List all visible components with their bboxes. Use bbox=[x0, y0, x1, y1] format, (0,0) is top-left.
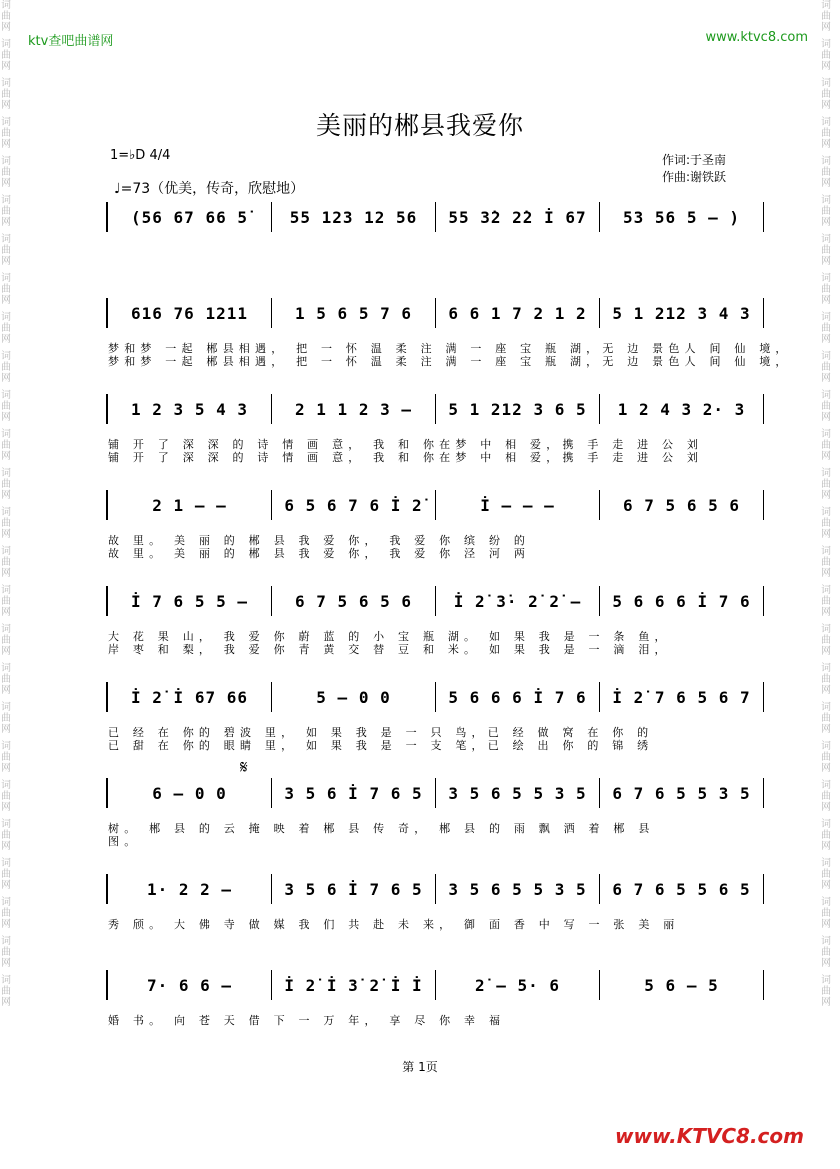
score-system bbox=[106, 394, 764, 464]
lyric-line: 岸 枣 和 梨， 我 爱 你 青 黄 交 替 豆 和 米。 如 果 我 是 一 滴 泪， bbox=[108, 643, 671, 656]
score-system bbox=[106, 970, 764, 1027]
score-system bbox=[106, 778, 764, 848]
measure: 3 5 6 İ 7 6 5 bbox=[271, 874, 435, 904]
measure: 6 6 1 7 2 1 2 bbox=[435, 298, 599, 328]
measure: 53 56 5 – ) bbox=[599, 202, 764, 232]
measure: 1 5 6 5 7 6 bbox=[271, 298, 435, 328]
measure: İ 7 6 5 5 – bbox=[106, 586, 271, 616]
measure: 6 7 6 5 5 3 5 bbox=[599, 778, 764, 808]
measure: 6 7 5 6 5 6 bbox=[271, 586, 435, 616]
score-system bbox=[106, 490, 764, 560]
score-system bbox=[106, 202, 764, 246]
measure: 1 2 4 3 2· 3 bbox=[599, 394, 764, 424]
notes-row bbox=[106, 682, 764, 712]
lyric-line: 树。 郴 县 的 云 掩 映 着 郴 县 传 奇， 郴 县 的 雨 飘 洒 着 郴 县 bbox=[108, 822, 655, 835]
site-url-right: www.ktvc8.com bbox=[705, 30, 808, 45]
measure: 1· 2 2 – bbox=[106, 874, 271, 904]
notes-row bbox=[106, 298, 764, 328]
page-number: 第 1页 bbox=[402, 1060, 438, 1074]
composer: 作曲:谢铁跃 bbox=[662, 170, 727, 184]
measure: 6 – 0 0 bbox=[106, 778, 271, 808]
site-watermark: www.KTVC8.com bbox=[615, 1124, 804, 1148]
lyric-line: 秀 颀。 大 佛 寺 做 媒 我 们 共 赴 未 来， 御 面 香 中 写 一 张 美 丽 bbox=[108, 918, 680, 931]
measure: 5 6 6 6 İ 7 6 bbox=[599, 586, 764, 616]
measure: 616 76 1211 bbox=[106, 298, 271, 328]
measure: 55 3̇2 2̇2 İ 67 bbox=[435, 202, 599, 232]
measure: İ 2̇ İ 3̇ 2̇ İ İ bbox=[271, 970, 435, 1000]
site-name-left: ktv查吧曲谱网 bbox=[28, 34, 114, 49]
key-label: 1=♭D bbox=[110, 148, 146, 163]
notes-row bbox=[106, 202, 764, 232]
measure: 5 1 212 3 6 5 bbox=[435, 394, 599, 424]
lyric-line: 铺 开 了 深 深 的 诗 情 画 意， 我 和 你在梦 中 相 爱，携 手 走 进 公 刘 bbox=[108, 438, 704, 451]
measure: 7· 6 6 – bbox=[106, 970, 271, 1000]
measure: 3 5 6 5 5 3 5 bbox=[435, 874, 599, 904]
lyric-line: 梦和梦 一起 郴县相遇， 把 一 怀 温 柔 注 满 一 座 宝 瓶 湖，无 边 景色人 间 仙 境， bbox=[108, 342, 792, 355]
measure: İ 2̇ İ 67 66 bbox=[106, 682, 271, 712]
score-system bbox=[106, 586, 764, 656]
notes-row bbox=[106, 778, 764, 808]
notes-row bbox=[106, 586, 764, 616]
measure: 5 6 – 5 bbox=[599, 970, 764, 1000]
lyric-line: 梦和梦 一起 郴县相遇， 把 一 怀 温 柔 注 满 一 座 宝 瓶 湖，无 边 景色人 间 仙 境， bbox=[108, 355, 792, 368]
tempo-marking: ♩=73（优美，传奇，欣慰地） bbox=[114, 181, 305, 197]
score-system bbox=[106, 682, 764, 752]
time-signature: 4/4 bbox=[149, 148, 171, 163]
lyricist: 作词:于圣南 bbox=[662, 153, 727, 167]
measure: (56 67 66 5̇ bbox=[106, 202, 271, 232]
lyric-line: 铺 开 了 深 深 的 诗 情 画 意， 我 和 你在梦 中 相 爱，携 手 走 进 公 刘 bbox=[108, 451, 704, 464]
notes-row bbox=[106, 874, 764, 904]
measure: 5 6 6 6 İ 7 6 bbox=[435, 682, 599, 712]
left-border-watermark: 词曲网 词曲网 词曲网 词曲网 词曲网 词曲网 词曲网 词曲网 词曲网 词曲网 词曲网 词曲网 词曲网 词曲网 词曲网 词曲网 词曲网 词曲网 词曲网 词曲网 词曲网 词曲网 词曲网 词曲网 词曲网 词曲网 bbox=[1, 0, 11, 1008]
notes-row bbox=[106, 970, 764, 1000]
measure: 5 1 212 3 4 3 bbox=[599, 298, 764, 328]
lyric-line: 已 经 在 你的 碧波 里， 如 果 我 是 一 只 鸟，已 经 做 窝 在 你 的 bbox=[108, 726, 654, 739]
measure: İ 2̇ 3̇· 2̇ 2̇ – bbox=[435, 586, 599, 616]
key-signature bbox=[110, 148, 170, 163]
song-title: 美丽的郴县我爱你 bbox=[315, 111, 524, 140]
notes-row bbox=[106, 490, 764, 520]
measure: 1 2 3 5 4 3 bbox=[106, 394, 271, 424]
measure: 2 1 1 2 3 – bbox=[271, 394, 435, 424]
lyric-line: 故 里。 美 丽 的 郴 县 我 爱 你， 我 爱 你 泾 河 两 bbox=[108, 547, 531, 560]
lyric-line: 婚 书。 向 苍 天 借 下 一 万 年， 享 尽 你 幸 福 bbox=[108, 1014, 506, 1027]
measure: 6 7 5 6 5 6 bbox=[599, 490, 764, 520]
lyric-line: 图。 bbox=[108, 835, 141, 848]
measure: 2 1 – – bbox=[106, 490, 271, 520]
measure: 6 7 6 5 5 6 5 bbox=[599, 874, 764, 904]
notes-row bbox=[106, 394, 764, 424]
credits bbox=[662, 152, 726, 186]
lyric-line: 大 花 果 山， 我 爱 你 蔚 蓝 的 小 宝 瓶 湖。 如 果 我 是 一 条 鱼， bbox=[108, 630, 671, 643]
score-system bbox=[106, 298, 792, 368]
score-system bbox=[106, 874, 764, 931]
measure: 6 5 6 7 6 İ 2̇ bbox=[271, 490, 435, 520]
measure: 3 5 6 5 5 3 5 bbox=[435, 778, 599, 808]
measure: 5 – 0 0 bbox=[271, 682, 435, 712]
lyric-line: 故 里。 美 丽 的 郴 县 我 爱 你， 我 爱 你 缤 纷 的 bbox=[108, 534, 531, 547]
segno-icon: 𝄋 bbox=[240, 757, 248, 778]
lyric-line: 已 甜 在 你的 眼睛 里， 如 果 我 是 一 支 笔，已 绘 出 你 的 锦 绣 bbox=[108, 739, 654, 752]
measure: 3 5 6 İ 7 6 5 bbox=[271, 778, 435, 808]
measure: İ – – – bbox=[435, 490, 599, 520]
measure: 2̇ – 5· 6 bbox=[435, 970, 599, 1000]
measure: 55 123 12 56 bbox=[271, 202, 435, 232]
right-border-watermark: 词曲网 词曲网 词曲网 词曲网 词曲网 词曲网 词曲网 词曲网 词曲网 词曲网 词曲网 词曲网 词曲网 词曲网 词曲网 词曲网 词曲网 词曲网 词曲网 词曲网 词曲网 词曲网 词曲网 词曲网 词曲网 词曲网 bbox=[821, 0, 831, 1008]
measure: İ 2̇ 7 6 5 6 7 bbox=[599, 682, 764, 712]
